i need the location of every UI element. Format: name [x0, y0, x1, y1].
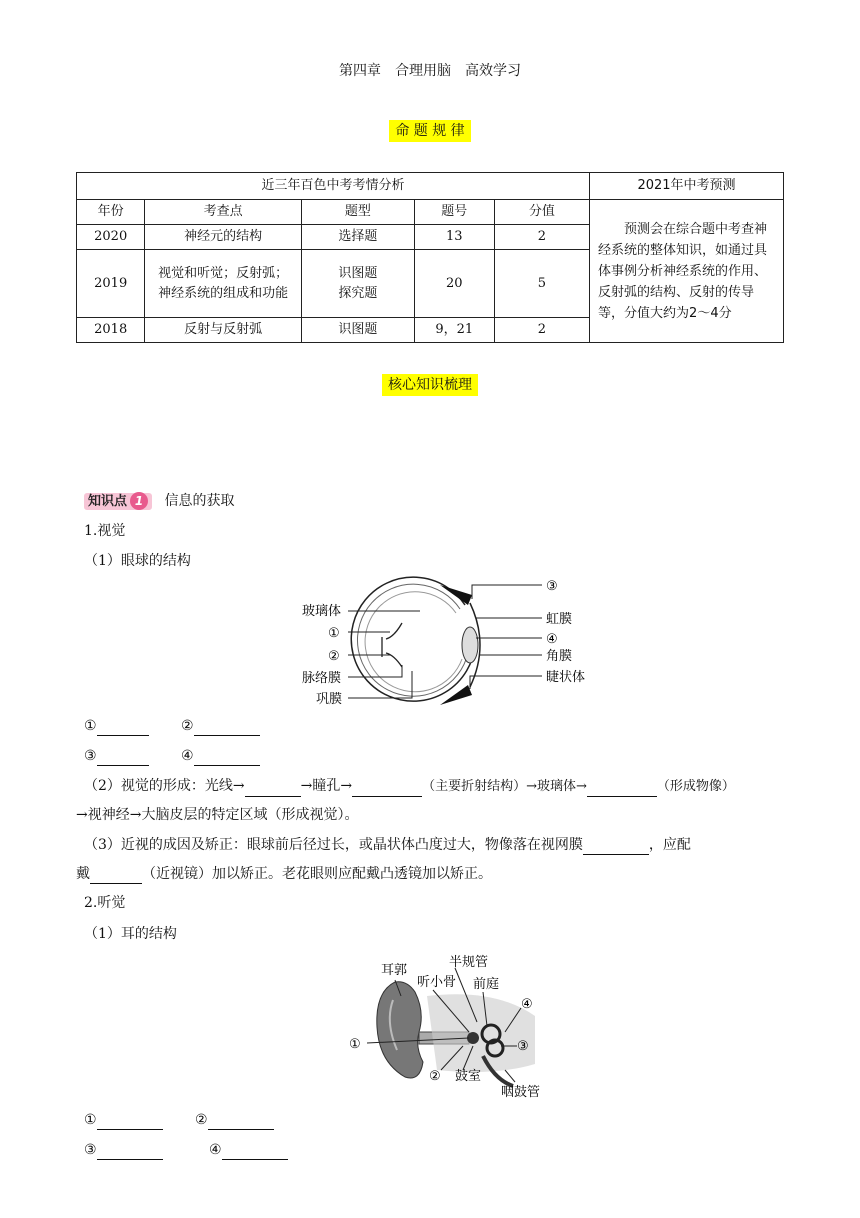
cell-score: 5 [494, 250, 589, 318]
knowledge-badge: 知识点 1 [84, 493, 152, 510]
ear-label-qianting: 前庭 [473, 977, 500, 992]
answer-blank[interactable] [208, 1115, 274, 1130]
eye-diagram [290, 575, 600, 713]
answer-blank[interactable] [245, 782, 301, 797]
section-label-core: 核心知识梳理 [382, 374, 478, 396]
cell-score: 2 [494, 318, 589, 343]
ear-label-erguo: 耳郭 [381, 963, 408, 978]
ear-diagram [345, 952, 550, 1102]
eye-blank-row-2: ③ ④ [84, 746, 260, 766]
ear-blank-row-2: ③ ④ [84, 1140, 288, 1160]
eye-label-c1: ① [328, 626, 340, 641]
chapter-title: 第四章 合理用脑 高效学习 [339, 63, 521, 79]
answer-blank[interactable] [352, 782, 422, 797]
cell-num: 13 [414, 225, 494, 250]
cell-year: 2020 [77, 225, 145, 250]
cell-year: 2018 [77, 318, 145, 343]
col-header: 题型 [301, 200, 414, 225]
myopia-line1: （3）近视的成因及矫正：眼球前后径过长，或晶状体凸度过大，物像落在视网膜 ，应配 [84, 837, 691, 853]
answer-blank[interactable] [222, 1145, 288, 1160]
cell-num: 9，21 [414, 318, 494, 343]
eye-label-c2: ② [328, 649, 340, 664]
col-header: 年份 [77, 200, 145, 225]
cell-point: 神经元的结构 [145, 225, 302, 250]
cell-point: 反射与反射弧 [145, 318, 302, 343]
section-label-mingti: 命 题 规 律 [389, 120, 470, 142]
cell-point: 视觉和听觉；反射弧；神经系统的组成和功能 [145, 250, 302, 318]
answer-blank[interactable] [97, 751, 149, 766]
eye-blank-row-1: ① ② [84, 716, 260, 736]
eye-label-c3: ③ [546, 579, 558, 594]
eye-structure-subheading: （1）眼球的结构 [84, 553, 191, 569]
table-forecast-title: 2021年中考预测 [590, 173, 784, 200]
hearing-heading: 2.听觉 [84, 895, 126, 911]
ear-label-banguiguan: 半规管 [449, 955, 489, 970]
cell-num: 20 [414, 250, 494, 318]
cell-type: 识图题 探究题 [301, 250, 414, 318]
ear-label-c3: ③ [517, 1039, 529, 1054]
vision-formation-line1: （2）视觉的形成：光线→ →瞳孔→ （主要折射结构）→玻璃体→ （形成物像） [84, 776, 735, 797]
knowledge-point-header [84, 491, 234, 512]
vision-formation-line2: →视神经→大脑皮层的特定区域（形成视觉）。 [76, 807, 359, 823]
col-header: 题号 [414, 200, 494, 225]
eye-label-mailuo: 脉络膜 [302, 671, 342, 686]
eye-label-jiao: 角膜 [546, 649, 573, 664]
table-group-title: 近三年百色中考考情分析 [77, 173, 590, 200]
answer-blank[interactable] [583, 840, 649, 855]
col-header: 分值 [494, 200, 589, 225]
answer-blank[interactable] [97, 1145, 163, 1160]
answer-blank[interactable] [90, 869, 142, 884]
ear-label-c4: ④ [521, 997, 533, 1012]
ear-label-c2: ② [429, 1069, 441, 1084]
eye-label-boli: 玻璃体 [302, 604, 342, 619]
eye-label-hong: 虹膜 [546, 612, 573, 627]
eye-label-gong: 巩膜 [316, 692, 343, 707]
cell-year: 2019 [77, 250, 145, 318]
eye-label-jie: 睫状体 [546, 670, 586, 685]
forecast-text: 预测会在综合题中考查神经系统的整体知识，如通过具体事例分析神经系统的作用、反射弧的结构、反射的传导等，分值大约为2～4分 [590, 200, 784, 343]
ear-label-c1: ① [349, 1037, 361, 1052]
cell-type: 识图题 [301, 318, 414, 343]
ear-label-tingxiaogu: 听小骨 [417, 975, 457, 990]
answer-blank[interactable] [587, 782, 657, 797]
knowledge-title: 信息的获取 [164, 493, 235, 509]
answer-blank[interactable] [97, 1115, 163, 1130]
ear-structure-subheading: （1）耳的结构 [84, 926, 177, 942]
exam-analysis-table [76, 172, 784, 343]
cell-score: 2 [494, 225, 589, 250]
vision-heading: 1.视觉 [84, 523, 126, 539]
myopia-line2: 戴 （近视镜）加以矫正。老花眼则应配戴凸透镜加以矫正。 [76, 866, 492, 882]
eye-label-c4: ④ [546, 632, 558, 647]
answer-blank[interactable] [194, 751, 260, 766]
answer-blank[interactable] [194, 721, 260, 736]
ear-label-yangu: 咽鼓管 [501, 1085, 541, 1100]
ear-label-gushi: 鼓室 [455, 1069, 482, 1084]
ear-blank-row-1: ① ② [84, 1110, 274, 1130]
col-header: 考查点 [145, 200, 302, 225]
cell-type: 选择题 [301, 225, 414, 250]
answer-blank[interactable] [97, 721, 149, 736]
